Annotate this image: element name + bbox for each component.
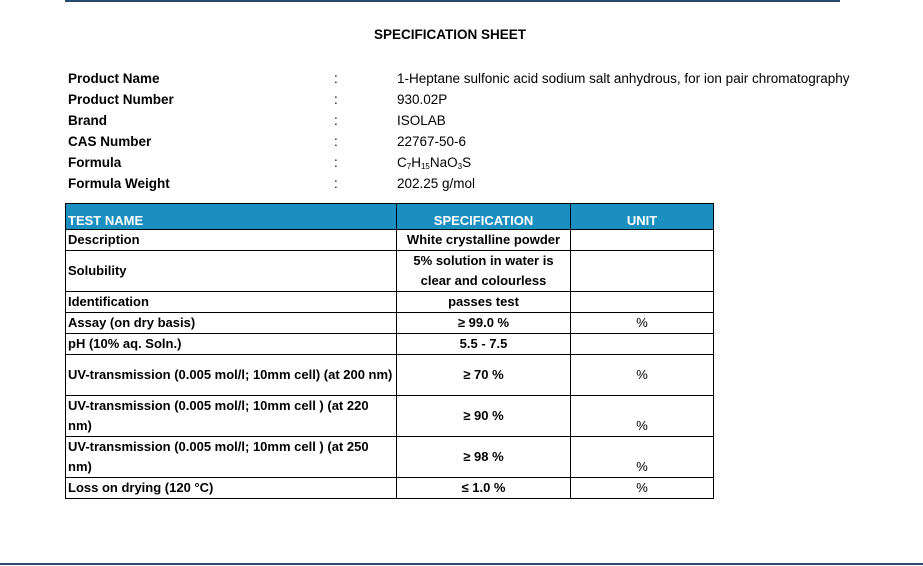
header-test-name: TEST NAME bbox=[66, 204, 397, 230]
unit-cell bbox=[571, 251, 714, 292]
product-number-label: Product Number bbox=[68, 92, 174, 107]
unit-cell bbox=[571, 292, 714, 313]
test-name-cell: UV-transmission (0.005 mol/l; 10mm cell ) (at 250 nm) bbox=[66, 437, 397, 478]
spec-cell: passes test bbox=[397, 292, 571, 313]
unit-cell: % bbox=[571, 355, 714, 396]
info-row-weight bbox=[68, 173, 908, 194]
product-number-value: 930.02P bbox=[397, 92, 448, 107]
formula-label: Formula bbox=[68, 155, 122, 170]
spec-cell: White crystalline powder bbox=[397, 230, 571, 251]
test-name-cell: pH (10% aq. Soln.) bbox=[66, 334, 397, 355]
colon: : bbox=[334, 176, 338, 191]
unit-cell: % bbox=[571, 396, 714, 437]
table-row bbox=[66, 334, 714, 355]
unit-cell bbox=[571, 230, 714, 251]
table-row bbox=[66, 355, 714, 396]
bottom-rule bbox=[0, 563, 923, 565]
colon: : bbox=[334, 113, 338, 128]
test-name-cell: UV-transmission (0.005 mol/l; 10mm cell ) (at 220 nm) bbox=[66, 396, 397, 437]
table-row bbox=[66, 292, 714, 313]
unit-cell: % bbox=[571, 478, 714, 499]
info-row-product-number bbox=[68, 89, 908, 110]
formula-value: $C_7H_{15}NaO_3S$ bbox=[397, 155, 472, 171]
info-row-cas bbox=[68, 131, 908, 152]
brand-label: Brand bbox=[68, 113, 108, 128]
colon: : bbox=[334, 71, 338, 86]
spec-cell: ≤ 1.0 % bbox=[397, 478, 571, 499]
spec-cell: ≥ 90 % bbox=[397, 396, 571, 437]
spec-cell: 5% solution in water is clear and colourless bbox=[397, 251, 571, 292]
brand-value: ISOLAB bbox=[397, 113, 446, 128]
unit-cell bbox=[571, 334, 714, 355]
colon: : bbox=[334, 92, 338, 107]
test-name-cell: UV-transmission (0.005 mol/l; 10mm cell) (at 200 nm) bbox=[66, 355, 397, 396]
info-row-brand bbox=[68, 110, 908, 131]
header-specification: SPECIFICATION bbox=[397, 204, 571, 230]
table-row bbox=[66, 478, 714, 499]
unit-cell: % bbox=[571, 313, 714, 334]
top-rule bbox=[65, 0, 840, 2]
header-unit: UNIT bbox=[571, 204, 714, 230]
product-name-value: 1-Heptane sulfonic acid sodium salt anhydrous, for ion pair chromatography bbox=[397, 71, 850, 86]
table-row bbox=[66, 396, 714, 437]
unit-cell: % bbox=[571, 437, 714, 478]
spec-cell: ≥ 70 % bbox=[397, 355, 571, 396]
specification-table bbox=[65, 203, 714, 499]
info-row-product-name bbox=[68, 68, 908, 89]
table-row bbox=[66, 230, 714, 251]
table-header-row bbox=[66, 204, 714, 230]
page-title: SPECIFICATION SHEET bbox=[373, 27, 526, 42]
test-name-cell: Description bbox=[66, 230, 397, 251]
table-row bbox=[66, 437, 714, 478]
info-row-formula bbox=[68, 152, 908, 173]
cas-label: CAS Number bbox=[68, 134, 152, 149]
colon: : bbox=[334, 155, 338, 170]
colon: : bbox=[334, 134, 338, 149]
spec-cell: ≥ 99.0 % bbox=[397, 313, 571, 334]
spec-cell: 5.5 - 7.5 bbox=[397, 334, 571, 355]
cas-value: 22767-50-6 bbox=[397, 134, 467, 149]
table-row bbox=[66, 251, 714, 292]
weight-label: Formula Weight bbox=[68, 176, 170, 191]
product-name-label: Product Name bbox=[68, 71, 160, 86]
spec-cell: ≥ 98 % bbox=[397, 437, 571, 478]
weight-value: 202.25 g/mol bbox=[397, 176, 476, 191]
test-name-cell: Solubility bbox=[66, 251, 397, 292]
test-name-cell: Assay (on dry basis) bbox=[66, 313, 397, 334]
test-name-cell: Identification bbox=[66, 292, 397, 313]
test-name-cell: Loss on drying (120 °C) bbox=[66, 478, 397, 499]
table-row bbox=[66, 313, 714, 334]
